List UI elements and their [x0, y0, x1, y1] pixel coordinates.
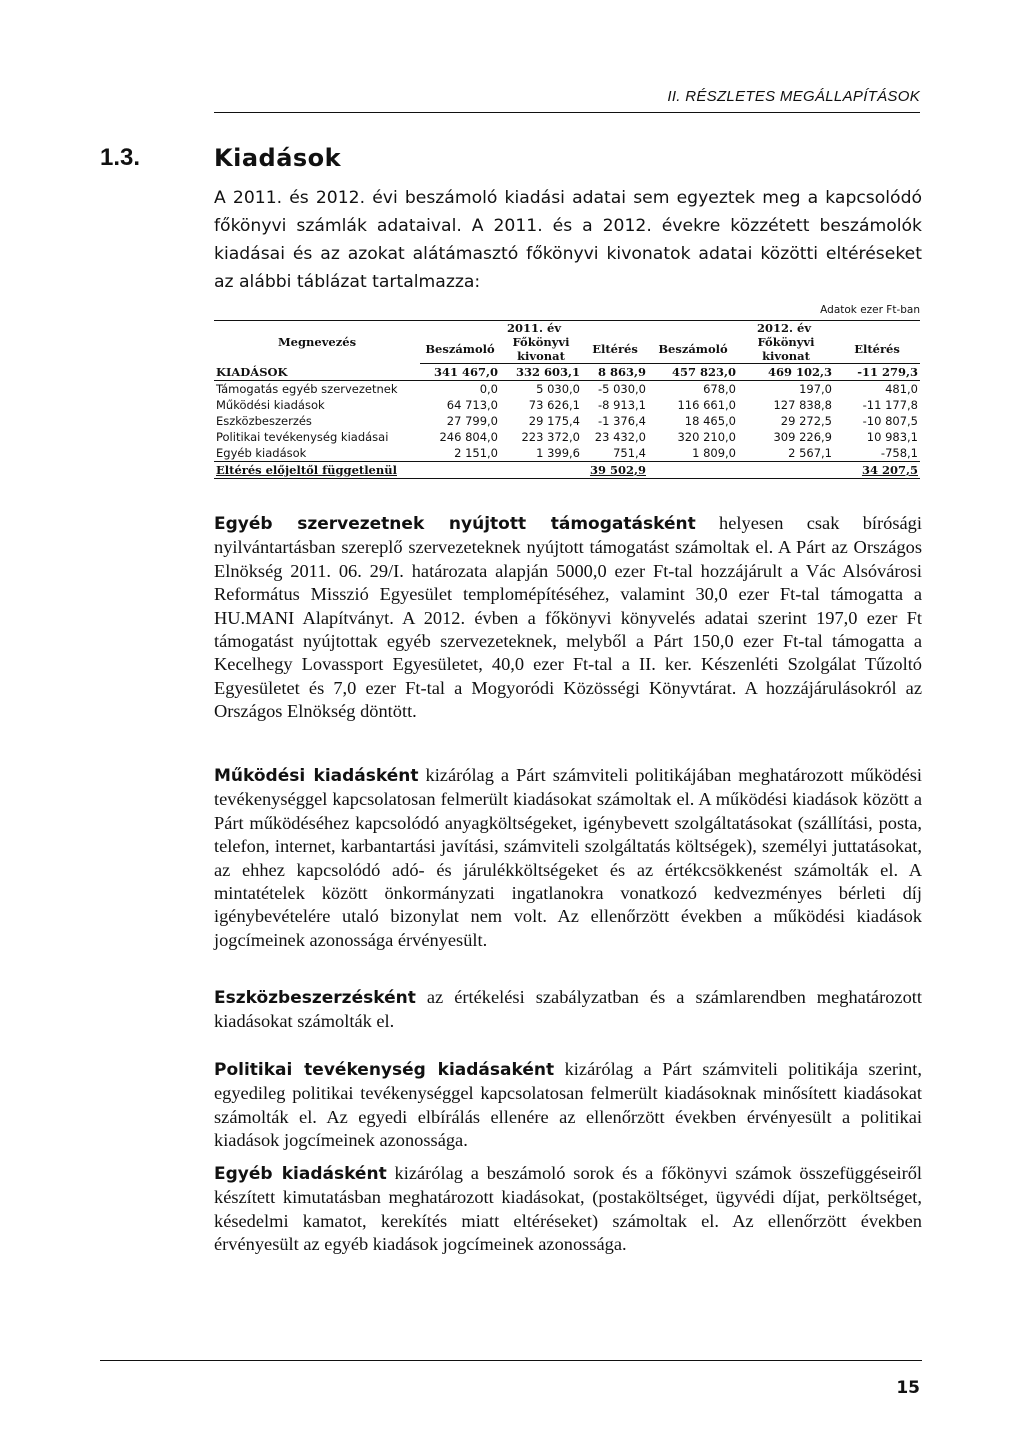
- cell-beszamolo-2011: 0,0: [479, 382, 498, 396]
- cell-beszamolo-2011: 27 799,0: [446, 414, 498, 428]
- col-header-beszamolo-2012: Beszámoló: [648, 335, 738, 364]
- col-header-year-2011: 2011. év: [420, 321, 648, 336]
- row-label: Eszközbeszerzés: [216, 414, 312, 428]
- cell-beszamolo-2011: 64 713,0: [446, 398, 498, 412]
- row-label: Támogatás egyéb szervezetnek: [216, 382, 398, 396]
- cell-fokonyvi-2012: 309 226,9: [773, 430, 832, 444]
- table-row-total: [214, 364, 920, 381]
- footer-rule: [100, 1360, 922, 1361]
- paragraph-political: [214, 1058, 922, 1153]
- cell-fokonyvi-2012: 29 272,5: [780, 414, 832, 428]
- cell-fokonyvi-2011: 332 603,1: [500, 364, 582, 381]
- cell-elteres-2011: 23 432,0: [594, 430, 646, 444]
- col-header-beszamolo-2011: Beszámoló: [420, 335, 500, 364]
- page-number: 15: [896, 1378, 920, 1398]
- cell-elteres-2012: 34 207,5: [834, 462, 920, 479]
- paragraph-lead: Politikai tevékenység kiadásaként: [214, 1060, 555, 1080]
- paragraph-lead: Működési kiadásként: [214, 766, 419, 786]
- paragraph-lead: Eszközbeszerzésként: [214, 988, 416, 1008]
- table-row: [214, 429, 920, 445]
- section-title: Kiadások: [214, 144, 342, 172]
- cell-fokonyvi-2012: 127 838,8: [773, 398, 832, 412]
- table-row: [214, 413, 920, 429]
- paragraph-text: kizárólag a Párt számviteli politikájában meghatározott működési tevékenységgel kapcsolatosan felmerült kiadásokat számoltak el. A működési kiadások között a Párt működéséhez kapcsolódó anyagköltségeket, igénybevett szolgáltatásokat (szállítási, posta, telefon, internet, karbantartási javítási, számviteli szolgáltatás költségek), személyi juttatásokat, az ehhez kapcsolódó adó- és járulékköltségeket és az értékcsökkenést számolták el. A mintatételek között önkormányzati ingatlanokra vonatkozó kedvezményes bérleti díj igénybevételére utaló bizonylat nem volt. Az ellenőrzött években a működési kiadások jogcímeinek azonossága érvényesült.: [214, 765, 923, 950]
- row-label: Eltérés előjeltől függetlenül: [214, 462, 420, 479]
- col-header-year-2012: 2012. év: [648, 321, 920, 336]
- paragraph-text: kizárólag a Párt számviteli politikája szerint, egyedileg politikai tevékenységgel kapcsolatosan felmerült kiadásoknak minősített kiadásokat számolták el. Az egyedi elbírálás ellenére az ellenőrzött években érvényesült a politikai kiadások jogcímeinek azonossága.: [214, 1059, 923, 1151]
- paragraph-assets: [214, 986, 922, 1034]
- cell-empty: [420, 462, 500, 479]
- col-header-elteres-2011: Eltérés: [582, 335, 648, 364]
- paragraph-lead: Egyéb kiadásként: [214, 1164, 387, 1184]
- cell-elteres-2011: 8 863,9: [582, 364, 648, 381]
- cell-fokonyvi-2012: 197,0: [799, 382, 832, 396]
- cell-empty: [738, 462, 834, 479]
- paragraph-other: [214, 1162, 922, 1257]
- row-label: Egyéb kiadások: [216, 446, 307, 460]
- cell-beszamolo-2011: 246 804,0: [439, 430, 498, 444]
- cell-fokonyvi-2012: 469 102,3: [738, 364, 834, 381]
- col-header-fokonyvi-2011: Főkönyvi kivonat: [500, 335, 582, 364]
- cell-fokonyvi-2011: 29 175,4: [528, 414, 580, 428]
- paragraph-support: [214, 512, 922, 724]
- cell-fokonyvi-2011: 223 372,0: [521, 430, 580, 444]
- cell-beszamolo-2012: 457 823,0: [648, 364, 738, 381]
- cell-fokonyvi-2012: 2 567,1: [788, 446, 832, 460]
- table-unit-note: Adatok ezer Ft-ban: [820, 304, 920, 316]
- intro-paragraph: A 2011. és 2012. évi beszámoló kiadási adatai sem egyeztek meg a kapcsolódó főkönyvi számlák adataival. A 2011. és a 2012. évekre közzétett beszámolók kiadásai és az azokat alátámasztó főkönyvi kivonatok adatai közötti eltéréseket az alábbi táblázat tartalmazza:: [214, 188, 922, 292]
- cell-empty: [648, 462, 738, 479]
- cell-elteres-2012: -11 279,3: [834, 364, 920, 381]
- col-header-fokonyvi-2012: Főkönyvi kivonat: [738, 335, 834, 364]
- cell-fokonyvi-2011: 1 399,6: [536, 446, 580, 460]
- running-header: II. RÉSZLETES MEGÁLLAPÍTÁSOK: [667, 88, 920, 105]
- paragraph-text: az értékelési szabályzatban és a számlarendben meghatározott kiadásokat számolták el.: [214, 987, 922, 1032]
- cell-beszamolo-2012: 1 809,0: [692, 446, 736, 460]
- cell-elteres-2012: -11 177,8: [862, 398, 918, 412]
- cell-elteres-2012: 10 983,1: [866, 430, 918, 444]
- cell-fokonyvi-2011: 73 626,1: [528, 398, 580, 412]
- cell-beszamolo-2012: 320 210,0: [677, 430, 736, 444]
- paragraph-lead: Egyéb szervezetnek nyújtott támogatásként: [214, 514, 696, 534]
- cell-beszamolo-2011: 341 467,0: [420, 364, 500, 381]
- table-row: [214, 381, 920, 398]
- cell-elteres-2011: 751,4: [613, 446, 646, 460]
- section-number: 1.3.: [100, 144, 141, 171]
- expenses-table: [214, 320, 920, 479]
- cell-beszamolo-2012: 678,0: [703, 382, 736, 396]
- table-row: [214, 397, 920, 413]
- col-header-name: Megnevezés: [214, 321, 420, 364]
- table-row: [214, 445, 920, 462]
- row-label: Politikai tevékenység kiadásai: [216, 430, 389, 444]
- cell-elteres-2011: 39 502,9: [582, 462, 648, 479]
- cell-beszamolo-2011: 2 151,0: [454, 446, 498, 460]
- paragraph-text: kizárólag a beszámoló sorok és a főkönyvi számok összefüggéseiről készített kimutatásban meghatározott kiadásokat, (postaköltséget, ügyvédi díjat, perköltséget, késedelmi kamatot, kerekítés miatt eltéréseket) számoltak el. Az ellenőrzött években érvényesült az egyéb kiadások jogcímeinek azonossága.: [214, 1163, 922, 1255]
- table-row-difference: [214, 462, 920, 479]
- cell-beszamolo-2012: 18 465,0: [684, 414, 736, 428]
- paragraph-text: helyesen csak bírósági nyilvántartásban szereplő szervezeteknek nyújtott támogatást számoltak el. A Párt az Országos Elnökség 2011. 06. 29/I. határozata alapján 5000,0 ezer Ft-tal hozzájárult a Vác Alsóvárosi Református Misszió Egyesület templomépítéséhez, valamint 30,0 ezer Ft-tal támogatta a HU.MANI Alapítványt. A 2012. évben a főkönyvi könyvelés adatai szerint 197,0 ezer Ft támogatást nyújtottak egyéb szervezeteknek, melyből a Párt 150,0 ezer Ft-tal támogatta a Kecelhegy Lovassport Egyesületet, 40,0 ezer Ft-tal a II. ker. Készenléti Szolgálat Tűzoltó Egyesületet és 7,0 ezer Ft-tal a Mogyoródi Közösségi Könyvtárat. A hozzájárulásokról az Országos Elnökség döntött.: [214, 513, 922, 722]
- cell-elteres-2012: 481,0: [885, 382, 918, 396]
- cell-elteres-2011: -5 030,0: [597, 382, 646, 396]
- cell-elteres-2012: -758,1: [880, 446, 918, 460]
- cell-beszamolo-2012: 116 661,0: [677, 398, 736, 412]
- cell-empty: [500, 462, 582, 479]
- cell-elteres-2011: -1 376,4: [597, 414, 646, 428]
- header-rule: [214, 112, 920, 113]
- cell-elteres-2012: -10 807,5: [862, 414, 918, 428]
- cell-elteres-2011: -8 913,1: [597, 398, 646, 412]
- row-label: KIADÁSOK: [214, 364, 420, 381]
- col-header-elteres-2012: Eltérés: [834, 335, 920, 364]
- row-label: Működési kiadások: [216, 398, 325, 412]
- paragraph-operating: [214, 764, 922, 952]
- cell-fokonyvi-2011: 5 030,0: [536, 382, 580, 396]
